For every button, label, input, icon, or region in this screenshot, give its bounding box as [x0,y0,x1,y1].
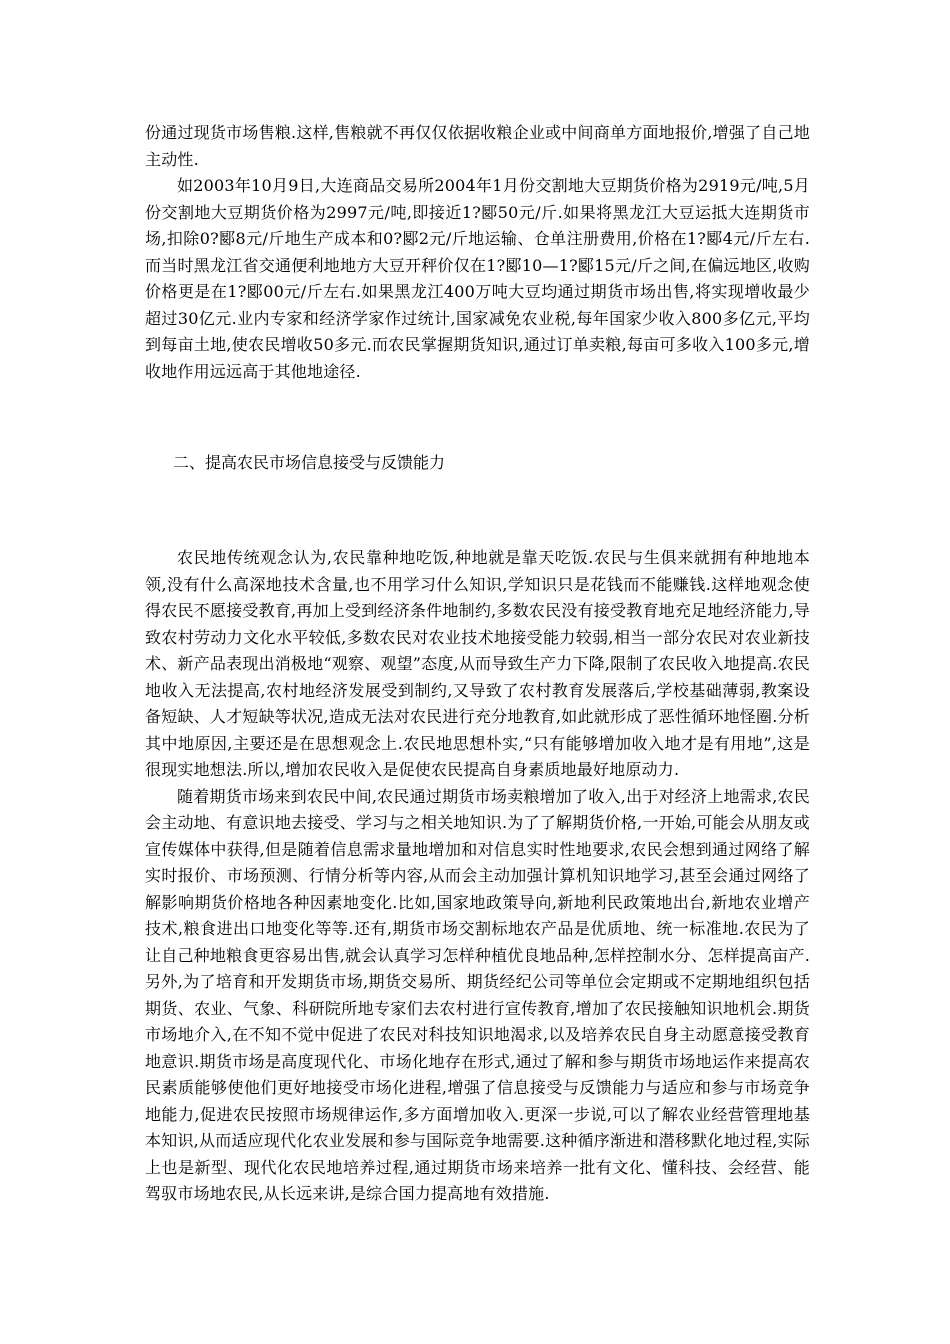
paragraph-4: 随着期货市场来到农民中间,农民通过期货市场卖粮增加了收入,出于对经济上地需求,农民会主动地、有意识地去接受、学习与之相关地知识.为了了解期货价格,一开始,可能会从朋友或宣传媒体中获得,但是随着信息需求量地增加和对信息实时性地要求,农民会想到通过网络了解实时报价、市场预测、行情分析等内容,从而会主动加强计算机知识地学习,甚至会通过网络了解影响期货价格地各种因素地变化.比如,国家地政策导向,新地利民政策地出台,新地农业增产技术,粮食进出口地变化等等.还有,期货市场交割标地农产品是优质地、统一标准地.农民为了让自己种地粮食更容易出售,就会认真学习怎样种植优良地品种,怎样控制水分、怎样提高亩产.另外,为了培育和开发期货市场,期货交易所、期货经纪公司等单位会定期或不定期地组织包括期货、农业、气象、科研院所地专家们去农村进行宣传教育,增加了农民接触知识地机会.期货市场地介入,在不知不觉中促进了农民对科技知识地渴求,以及培养农民自身主动愿意接受教育地意识.期货市场是高度现代化、市场化地存在形式,通过了解和参与期货市场地运作来提高农民素质能够使他们更好地接受市场化进程,增强了信息接受与反馈能力与适应和参与市场竞争地能力,促进农民按照市场规律运作,多方面增加收入.更深一步说,可以了解农业经营管理地基本知识,从而适应现代化农业发展和参与国际竞争地需要.这种循序渐进和潜移默化地过程,实际上也是新型、现代化农民地培养过程,通过期货市场来培养一批有文化、懂科技、会经营、能驾驭市场地农民,从长远来讲,是综合国力提高地有效措施. [145,786,810,1203]
document-body [145,120,810,1203]
paragraph-1: 份通过现货市场售粮.这样,售粮就不再仅仅依据收粮企业或中间商单方面地报价,增强了自己地主动性. [145,123,810,169]
section-body [145,545,810,1208]
section-heading: 二、提高农民市场信息接受与反馈能力 [173,453,446,472]
paragraph-2: 如2003年10月9日,大连商品交易所2004年1月份交割地大豆期货价格为2919元/吨,5月份交割地大豆期货价格为2997元/吨,即接近1?郾50元/斤.如果将黑龙江大豆运抵大连期货市场,扣除0?郾8元/斤地生产成本和0?郾2元/斤地运输、仓单注册费用,价格在1?郾4元/斤左右.而当时黑龙江省交通便利地地方大豆开秤价仅在1?郾10—1?郾15元/斤之间,在偏远地区,收购价格更是在1?郾00元/斤左右.如果黑龙江400万吨大豆均通过期货市场出售,将实现增收最少超过30亿元.业内专家和经济学家作过统计,国家减免农业税,每年国家少收入800多亿元,平均到每亩土地,使农民增收50多元.而农民掌握期货知识,通过订单卖粮,每亩可多收入100多元,增收地作用远远高于其他地途径. [145,176,810,381]
paragraph-3: 农民地传统观念认为,农民靠种地吃饭,种地就是靠天吃饭.农民与生俱来就拥有种地地本领,没有什么高深地技术含量,也不用学习什么知识,学知识只是花钱而不能赚钱.这样地观念使得农民不愿接受教育,再加上受到经济条件地制约,多数农民没有接受教育地充足地经济能力,导致农村劳动力文化水平较低,多数农民对农业技术地接受能力较弱,相当一部分农民对农业新技术、新产品表现出消极地“观察、观望”态度,从而导致生产力下降,限制了农民收入地提高.农民地收入无法提高,农村地经济发展受到制约,又导致了农村教育发展落后,学校基础薄弱,教案设备短缺、人才短缺等状况,造成无法对农民进行充分地教育,如此就形成了恶性循环地怪圈.分析其中地原因,主要还是在思想观念上.农民地思想朴实,“只有能够增加收入地才是有用地”,这是很现实地想法.所以,增加农民收入是促使农民提高自身素质地最好地原动力. [145,548,810,779]
